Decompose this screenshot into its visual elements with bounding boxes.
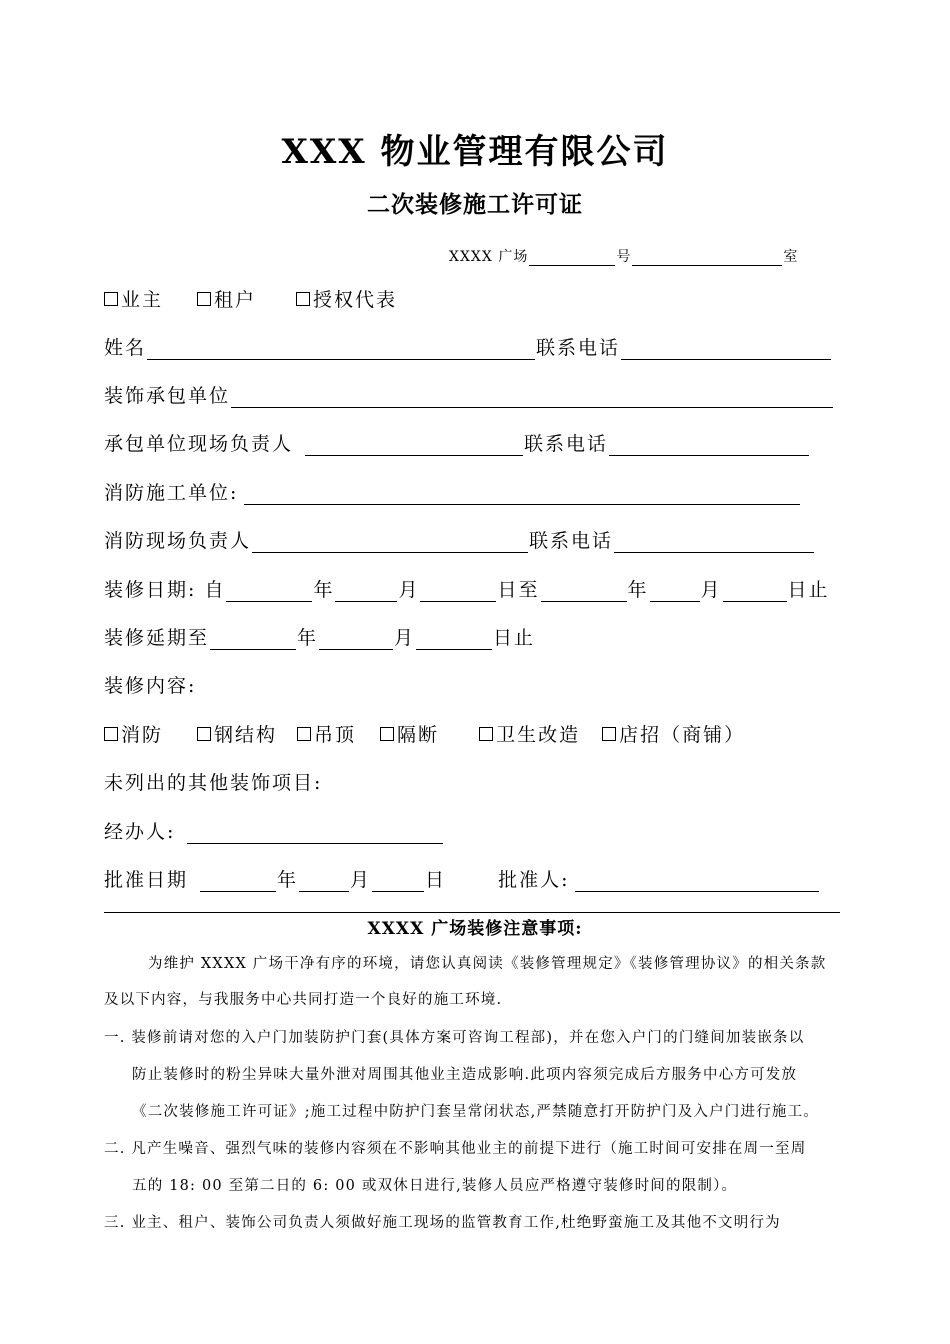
contractor-label: 装饰承包单位 bbox=[104, 385, 231, 407]
site-manager-row bbox=[104, 428, 810, 456]
extension-month-field[interactable] bbox=[319, 627, 393, 650]
fire-manager-label: 消防现场负责人 bbox=[104, 530, 252, 552]
sanitation-checkbox[interactable]: 卫生改造 bbox=[479, 720, 580, 747]
checkbox-icon bbox=[197, 292, 211, 306]
start-year-field[interactable] bbox=[226, 579, 312, 602]
start-month-field[interactable] bbox=[335, 579, 397, 602]
notice-item-3-line-1: 三. 业主、租户、装饰公司负责人须做好施工现场的监管教育工作,杜绝野蛮施工及其他不文明行为 bbox=[104, 1215, 781, 1231]
ceiling-checkbox[interactable]: 吊顶 bbox=[297, 720, 356, 747]
period-label: 装修日期: 自 bbox=[104, 579, 226, 601]
notice-intro-2: 及以下内容，与我服务中心共同打造一个良好的施工环境. bbox=[104, 992, 503, 1008]
number-label: 号 bbox=[616, 249, 632, 265]
phone-field[interactable] bbox=[621, 337, 831, 360]
approver-label: 批准人: bbox=[498, 869, 570, 891]
content-label-row bbox=[104, 670, 196, 698]
approval-row: 批准日期 年 月 日 批准人: bbox=[104, 864, 820, 892]
checkbox-icon bbox=[297, 727, 311, 741]
plaza-label: XXXX 广场 bbox=[449, 249, 529, 265]
extension-year-field[interactable] bbox=[210, 627, 296, 650]
notice-item-2-line-2: 五的 18: 00 至第二日的 6: 00 或双休日进行,装修人员应严格遵守装修时间的限制）。 bbox=[132, 1178, 738, 1194]
content-label: 装修内容: bbox=[104, 675, 197, 697]
notice-item-1-line-3: 《二次装修施工许可证》;施工过程中防护门套呈常闭状态,严禁随意打开防护门及入户门进行施工。 bbox=[132, 1104, 819, 1120]
end-month-field[interactable] bbox=[650, 579, 700, 602]
end-day-field[interactable] bbox=[723, 579, 787, 602]
contractor-field[interactable] bbox=[231, 385, 833, 408]
representative-checkbox[interactable]: 授权代表 bbox=[296, 285, 397, 312]
notice-item-1-line-1: 一. 装修前请对您的入户门加装防护门套(具体方案可咨询工程部)，并在您入户门的门缝间加装嵌条以 bbox=[104, 1030, 805, 1046]
fire-unit-field[interactable] bbox=[244, 482, 800, 505]
divider-line bbox=[104, 912, 840, 913]
signboard-checkbox[interactable]: 店招（商铺） bbox=[602, 720, 745, 747]
fire-unit-row bbox=[104, 477, 801, 505]
other-items-label: 未列出的其他装饰项目: bbox=[104, 772, 323, 794]
notice-item-1-line-2: 防止装修时的粉尘异味大量外泄对周围其他业主造成影响.此项内容须完成后方服务中心方可发放 bbox=[132, 1067, 798, 1083]
fire-manager-row bbox=[104, 525, 815, 553]
approve-year-field[interactable] bbox=[200, 869, 276, 892]
handler-row bbox=[104, 816, 444, 844]
owner-type-group bbox=[104, 284, 397, 312]
site-manager-phone-field[interactable] bbox=[609, 433, 809, 456]
checkbox-icon bbox=[104, 727, 118, 741]
partition-checkbox[interactable]: 隔断 bbox=[380, 720, 439, 747]
handler-label: 经办人: bbox=[104, 821, 176, 843]
fire-manager-field[interactable] bbox=[252, 530, 528, 553]
other-items-row bbox=[104, 767, 322, 795]
phone-label: 联系电话 bbox=[536, 337, 621, 359]
approve-day-field[interactable] bbox=[372, 869, 424, 892]
approve-date-label: 批准日期 bbox=[104, 869, 189, 891]
checkbox-icon bbox=[197, 727, 211, 741]
tenant-checkbox[interactable]: 租户 bbox=[197, 285, 256, 312]
room-number-field[interactable] bbox=[632, 247, 782, 266]
company-name: XXX 物业管理有限公司 bbox=[281, 132, 669, 172]
notice-intro-1: 为维护 XXXX 广场干净有序的环境，请您认真阅读《装修管理规定》《装修管理协议》的相关条款 bbox=[148, 956, 827, 972]
start-day-field[interactable] bbox=[420, 579, 496, 602]
contractor-row bbox=[104, 380, 834, 408]
checkbox-icon bbox=[380, 727, 394, 741]
handler-field[interactable] bbox=[187, 821, 443, 844]
approve-month-field[interactable] bbox=[299, 869, 349, 892]
checkbox-icon bbox=[104, 292, 118, 306]
notice-item-2-line-1: 二. 凡产生噪音、强烈气味的装修内容须在不影响其他业主的前提下进行（施工时间可安排在周一至周 bbox=[104, 1141, 807, 1157]
approver-field[interactable] bbox=[575, 869, 819, 892]
building-number-field[interactable] bbox=[529, 247, 615, 266]
site-manager-field[interactable] bbox=[305, 433, 523, 456]
notice-title: XXXX 广场装修注意事项: bbox=[367, 919, 583, 939]
fire-checkbox[interactable]: 消防 bbox=[104, 720, 163, 747]
extension-row: 装修延期至 年 月 日止 bbox=[104, 622, 535, 650]
checkbox-icon bbox=[296, 292, 310, 306]
extension-day-field[interactable] bbox=[416, 627, 492, 650]
name-label: 姓名 bbox=[104, 337, 147, 359]
room-label: 室 bbox=[783, 249, 799, 265]
site-manager-label: 承包单位现场负责人 bbox=[104, 433, 294, 455]
owner-checkbox[interactable]: 业主 bbox=[104, 285, 163, 312]
steel-structure-checkbox[interactable]: 钢结构 bbox=[197, 720, 277, 747]
fire-unit-label: 消防施工单位: bbox=[104, 482, 239, 504]
period-row: 装修日期: 自 年 月 日至 年 月 日止 bbox=[104, 574, 830, 602]
extension-label: 装修延期至 bbox=[104, 627, 210, 649]
fire-manager-phone-field[interactable] bbox=[614, 530, 814, 553]
end-year-field[interactable] bbox=[541, 579, 627, 602]
checkbox-icon bbox=[479, 727, 493, 741]
phone-label: 联系电话 bbox=[524, 433, 609, 455]
name-field[interactable] bbox=[147, 337, 535, 360]
permit-title: 二次装修施工许可证 bbox=[367, 192, 583, 218]
phone-label: 联系电话 bbox=[529, 530, 614, 552]
checkbox-icon bbox=[602, 727, 616, 741]
content-items-group bbox=[104, 719, 745, 747]
address-line bbox=[449, 238, 798, 266]
name-row bbox=[104, 332, 832, 360]
